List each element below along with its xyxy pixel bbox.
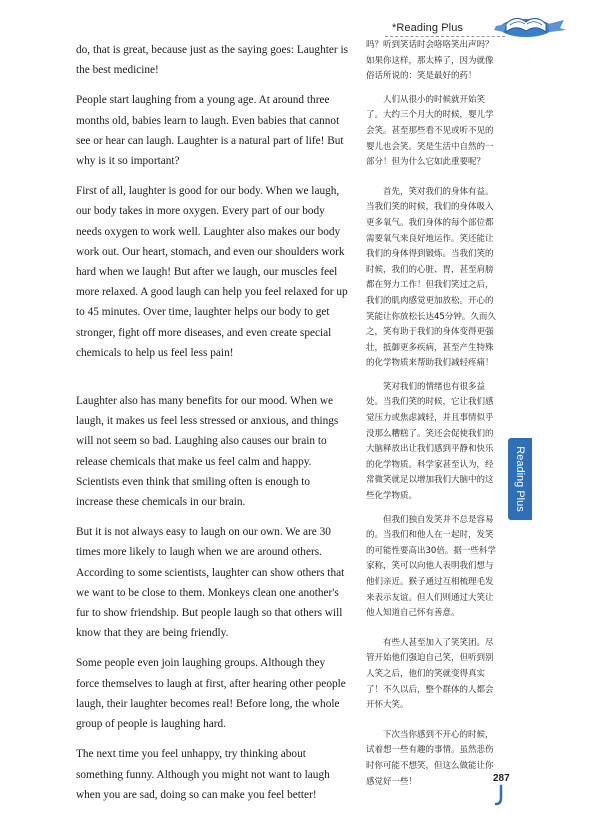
english-paragraph: Some people even join laughing groups. Although they force themselves to laugh at first, after hearing other people laugh, their laughter becomes real! Before long, the whole group of people is laughing hard. [76,657,346,731]
chinese-paragraph: 笑对我们的情绪也有很多益处。当我们笑的时候，它让我们感觉压力或焦虑减轻，并且事情似乎没那么糟糕了。笑还会促使我们的大脑释放出让我们感到平静和快乐的化学物质。科学家甚至认为，经常微笑就足以增加我们大脑中的这些化学物质。 [366,381,494,502]
chinese-paragraph: 有些人甚至加入了笑笑团。尽管开始他们强迫自己笑，但听到别人笑之后，他们的笑就变得真实了！不久以后，整个群体的人都会开怀大笑。 [366,637,494,711]
side-tab-label: Reading Plus [514,446,526,512]
page-hook-icon [493,784,505,806]
chinese-translation-column [366,38,499,798]
header-label: *Reading Plus [392,22,464,34]
english-paragraph: do, that is great, because just as the saying goes: Laughter is the best medicine! [76,44,348,77]
english-paragraph: But it is not always easy to laugh on our own. We are 30 times more likely to laugh when we are around others. According to some scientists, laughter can show others that we want to be close to them. Monkeys clean one another's fur to show friendship. But people laugh so that others will know that they are being friendly. [76,526,345,640]
english-paragraph: People start laughing from a young age. At around three months old, babies learn to laugh. Even babies that cannot see or hear can laugh. Laughter is a natural part of life! But why is it so important? [76,94,344,168]
chinese-paragraph: 人们从很小的时候就开始笑了。大约三个月大的时候，婴儿学会笑。甚至那些看不见或听不见的婴儿也会笑。笑是生活中自然的一部分！但为什么它如此重要呢？ [366,94,494,168]
running-header [380,10,580,38]
english-text-column [76,40,348,815]
chinese-paragraph: 首先，笑对我们的身体有益。当我们笑的时候，我们的身体吸入更多氧气。我们身体的每个部位都需要氧气来良好地运作。笑还能让我们的身体得到锻炼。当我们笑的时候，我们的心脏、胃，甚至肩膀都在努力工作！但我们笑过之后，我们的肌肉感觉更加放松。开心的笑能让你放松长达45分钟。久而久之，笑有助于我们的身体变得更强壮，抵御更多疾病，甚至产生特殊的化学物质来帮助我们减轻疼痛！ [366,186,496,369]
book-logo-icon [492,10,570,40]
chinese-paragraph: 吗？听到笑话时会咯咯笑出声吗？如果你这样，那太棒了，因为就像俗话所说的：笑是最好的药！ [366,40,494,82]
reading-plus-side-tab [508,438,532,520]
header-divider [385,36,505,37]
english-paragraph: First of all, laughter is good for our body. When we laugh, our body takes in more oxygen. Every part of our body needs oxygen to work well. Laughter also makes our body work out. Our heart, stomach, and even our shoulders work hard when we laugh! But after we laugh, our muscles feel more relaxed. A good laugh can help you feel relaxed for up to 45 minutes. Over time, laughter helps our body to get stronger, fight off more diseases, and even create special chemicals to help us feel less pain! [76,185,348,359]
english-paragraph: Laughter also has many benefits for our mood. When we laugh, it makes us feel less stressed or anxious, and things will not seem so bad. Laughing also causes our brain to release chemicals that make us feel calm and happy. Scientists even think that smiling often is enough to increase these chemicals in our brain. [76,395,339,509]
english-paragraph: The next time you feel unhappy, try thinking about something funny. Although you might not want to laugh when you are sad, doing so can make you feel better! [76,748,330,801]
page-number: 287 [493,773,510,784]
chinese-paragraph: 但我们独自发笑并不总是容易的。当我们和他人在一起时，发笑的可能性要高出30倍。据一些科学家称，笑可以向他人表明我们想与他们亲近。猴子通过互相梳理毛发来表示友谊。但人们则通过大笑让他人知道自己怀有善意。 [366,514,496,619]
chinese-paragraph: 下次当你感到不开心的时候，试着想一些有趣的事情。虽然悲伤时你可能不想笑，但这么做能让你感觉好一些！ [366,729,494,787]
